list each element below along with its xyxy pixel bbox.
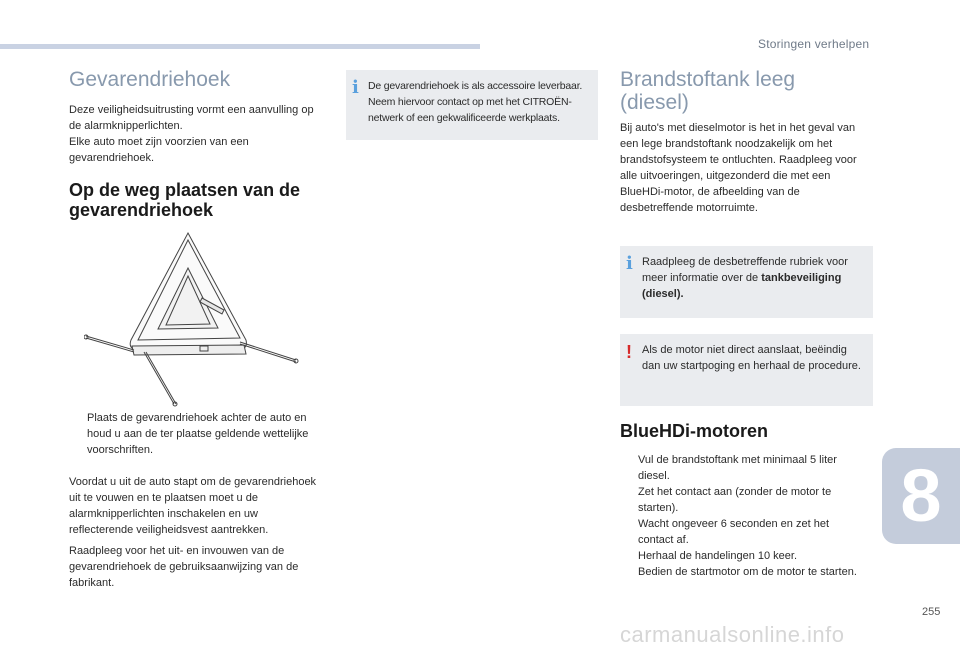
warning-triangle-illustration bbox=[84, 228, 300, 408]
placement-bullet bbox=[69, 410, 319, 458]
warning-icon: ! bbox=[626, 342, 632, 362]
info-icon: i bbox=[626, 253, 633, 274]
step-item bbox=[620, 484, 858, 516]
title-brandstoftank-leeg: Brandstoftank leeg (diesel) bbox=[620, 68, 796, 114]
header-rule bbox=[0, 44, 480, 49]
info-icon: i bbox=[352, 77, 359, 98]
paragraph-manufacturer: Raadpleeg voor het uit- en invouwen van de gevarendriehoek de gebruiksaanwijzing van de fabrikant. bbox=[69, 545, 299, 589]
step-text: Herhaal de handelingen 10 keer. bbox=[638, 550, 798, 562]
step-text: Zet het contact aan (zonder de motor te starten). bbox=[638, 486, 832, 514]
intro-brandstoftank: Bij auto's met dieselmotor is het in het geval van een lege brandstoftank noodzakelijk om het brandstofsysteem te ontluchten. Raadpleeg voor alle uitvoeringen, uitgezonderd die met een BlueHDi-motor, de afbeelding van de desbetreffende motorruimte. bbox=[620, 122, 857, 214]
intro-line-1: Deze veiligheidsuitrusting vormt een aanvulling op de alarmknipperlichten. bbox=[69, 104, 314, 132]
bullet-item bbox=[69, 410, 319, 458]
tank-protection-info-box bbox=[620, 246, 873, 318]
restart-warning-box bbox=[620, 334, 873, 406]
info-text-plain: Raadpleeg de desbetreffende rubriek voor meer informatie over de bbox=[642, 256, 848, 284]
step-text: Vul de brandstoftank met minimaal 5 liter diesel. bbox=[638, 454, 837, 482]
intro-gevarendriehoek bbox=[69, 102, 325, 166]
title-gevarendriehoek: Gevarendriehoek bbox=[69, 68, 231, 91]
bullet-text: Plaats de gevarendriehoek achter de auto en houd u aan de ter plaatse geldende wettelijke voorschriften. bbox=[87, 412, 309, 456]
subtitle-bluehdi: BlueHDi-motoren bbox=[620, 421, 768, 441]
subtitle-op-de-weg: Op de weg plaatsen van de gevarendriehoek bbox=[69, 180, 301, 220]
accessory-info-text: De gevarendriehoek is als accessoire leverbaar. Neem hiervoor contact op met het CITROËN-netwerk of een gekwalificeerde werkplaats. bbox=[368, 80, 583, 124]
step-text: Wacht ongeveer 6 seconden en zet het contact af. bbox=[638, 518, 829, 546]
step-item bbox=[620, 564, 858, 580]
chapter-number: 8 bbox=[900, 454, 942, 537]
step-item bbox=[620, 548, 858, 564]
step-text: Bedien de startmotor om de motor te starten. bbox=[638, 566, 857, 578]
bluehdi-steps bbox=[620, 452, 858, 580]
page-number: 255 bbox=[922, 606, 941, 618]
watermark: carmanualsonline.info bbox=[620, 622, 845, 647]
restart-warning-text: Als de motor niet direct aanslaat, beëindig dan uw startpoging en herhaal de procedure. bbox=[642, 344, 861, 372]
info-text-bold: tankbeveiliging (diesel). bbox=[642, 272, 842, 300]
chapter-tab bbox=[882, 448, 960, 544]
step-item bbox=[620, 516, 858, 548]
intro-line-2: Elke auto moet zijn voorzien van een gevarendriehoek. bbox=[69, 136, 249, 164]
step-item bbox=[620, 452, 858, 484]
accessory-info-box bbox=[346, 70, 598, 140]
paragraph-vest: Voordat u uit de auto stapt om de gevarendriehoek uit te vouwen en te plaatsen moet u de alarmknipperlichten inschakelen en uw reflecterende veiligheidsvest aantrekken. bbox=[69, 476, 317, 536]
section-header-label: Storingen verhelpen bbox=[758, 37, 870, 51]
tank-protection-info-text bbox=[642, 254, 867, 302]
